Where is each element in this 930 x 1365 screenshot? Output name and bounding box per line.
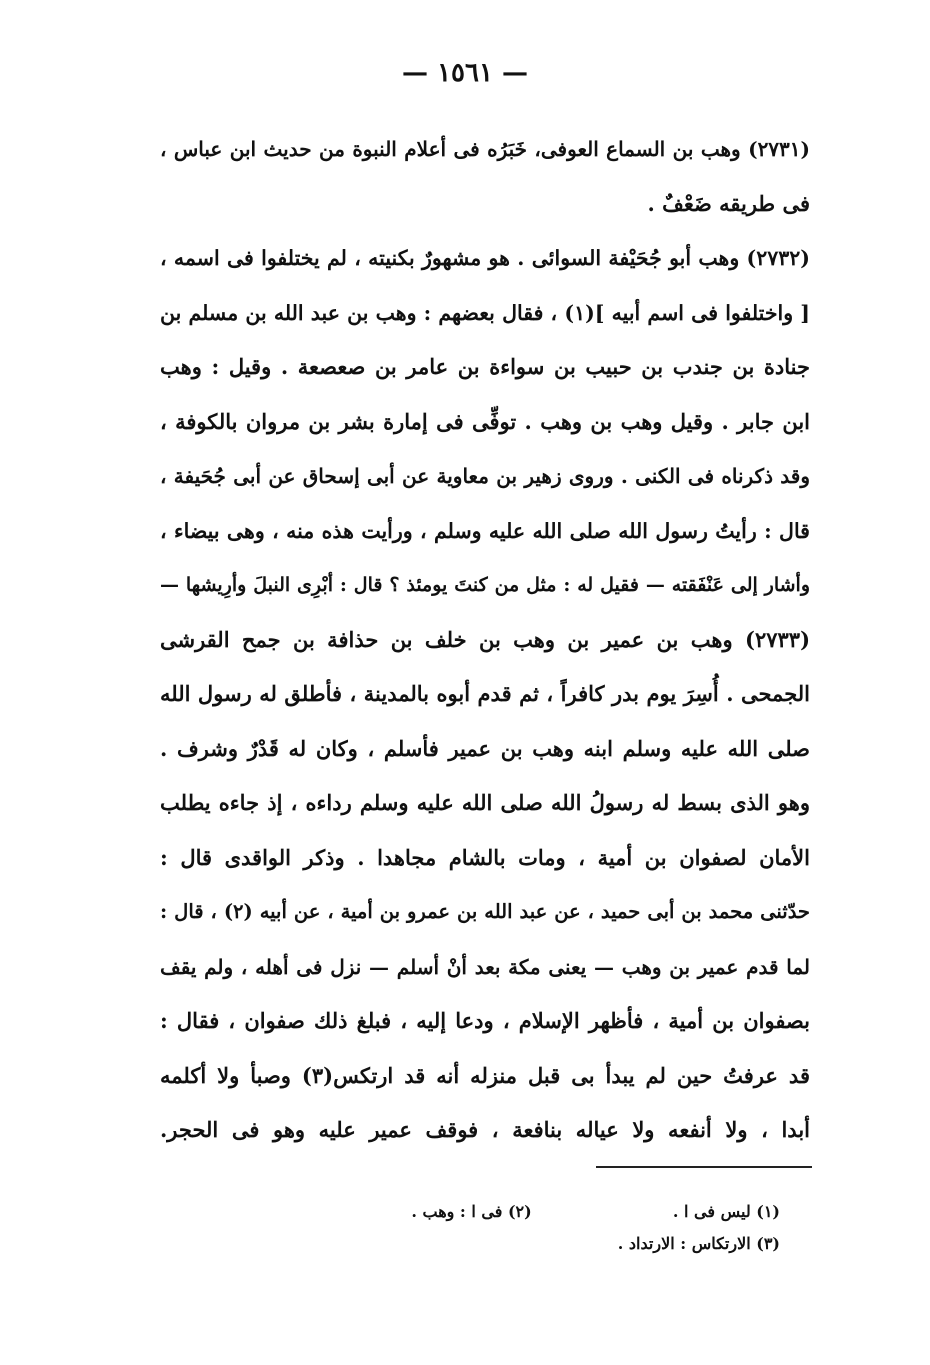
body-text — [160, 122, 810, 1158]
text-line: أبدا ، ولا أنفعه ولا عياله بنافعة ، فوقف عمير عليه وهو فى الحجر. — [160, 1117, 810, 1142]
text-line: وأشار إلى عَنْفَقته — فقيل له : مثل من كنتَ يومئذ ؟ قال : أبْرِى النبلَ وأرِيشها — — [160, 574, 810, 596]
text-line: وهو الذى بسط له رسولُ الله صلى الله عليه وسلم رداءه ، إذ جاءه يطلب — [160, 790, 810, 815]
text-line: بصفوان بن أمية ، فأظهر الإسلام ، ودعا إليه ، فبلغ ذلك صفوان ، فقال : — [160, 1008, 810, 1033]
text-line: الأمان لصفوان بن أمية ، ومات بالشام مجاهدا . وذكر الواقدى قال : — [160, 844, 810, 870]
text-line: ابن جابر . وقيل وهب بن وهب . توفِّى فى إمارة بشر بن مروان بالكوفة ، — [160, 408, 810, 434]
footnote-divider — [596, 1166, 812, 1168]
footnote-1: (١) ليس فى ا . — [672, 1202, 780, 1221]
text-line: لما قدم عمير بن وهب — يعنى مكة بعد أنْ أسلم — نزل فى أهله ، ولم يقف — [160, 954, 810, 979]
text-line: (٢٧٣٢) وهب أبو جُحَيْفة السوائى . هو مشهورٌ بكنيته ، لم يختلفوا فى اسمه ، — [160, 246, 810, 270]
text-line: (٢٧٣٣) وهب بن عمير بن وهب بن خلف بن حذافة بن جمح القرشى — [160, 626, 810, 652]
footnotes — [300, 1196, 780, 1260]
page-number: — ١٥٦١ — — [402, 58, 528, 88]
text-line: الجمحى . أُسِرَ يوم بدر كافراً ، ثم قدم أبوه بالمدينة ، فأطلق له رسول الله — [160, 681, 810, 706]
text-line: قد عرفتُ حين لم يبدأ بى قبل منزله أنه قد ارتكس(٣) وصبأ ولا أكلمه — [160, 1062, 810, 1088]
text-line: [ واختلفوا فى اسم أبيه ](١) ، فقال بعضهم : وهب بن عبد الله بن مسلم بن — [160, 300, 810, 325]
text-line: حدّثنى محمد بن أبى حميد ، عن عبد الله بن عمرو بن أمية ، عن أبيه (٢) ، قال : — [160, 900, 810, 923]
footnote-row — [300, 1228, 780, 1260]
text-line: قال : رأيتُ رسول الله صلى الله عليه وسلم ، ورأيت هذه منه ، وهى بيضاء ، — [160, 518, 810, 543]
text-line: جنادة بن جندب بن حبيب بن سواءة بن عامر بن صعصعة . وقيل : وهب — [160, 354, 810, 379]
footnote-2: (٢) فى ا : وهب . — [411, 1202, 532, 1221]
footnote-row — [300, 1196, 780, 1228]
text-line: (٢٧٣١) وهب بن السماع العوفى، خَبَرُه فى أعلام النبوة من حديث ابن عباس ، — [160, 137, 810, 161]
text-line: وقد ذكرناه فى الكنى . وروى زهير بن معاوية عن أبى إسحاق عن أبى جُحَيفة ، — [160, 464, 810, 488]
footnote-3: (٣) الارتكاس : الارتداد . — [617, 1234, 780, 1253]
text-line: فى طريقه ضَعْفٌ . — [647, 190, 810, 216]
text-line: صلى الله عليه وسلم ابنه وهب بن عمير فأسلم ، وكان له قَدْرٌ وشرف . — [160, 735, 810, 761]
